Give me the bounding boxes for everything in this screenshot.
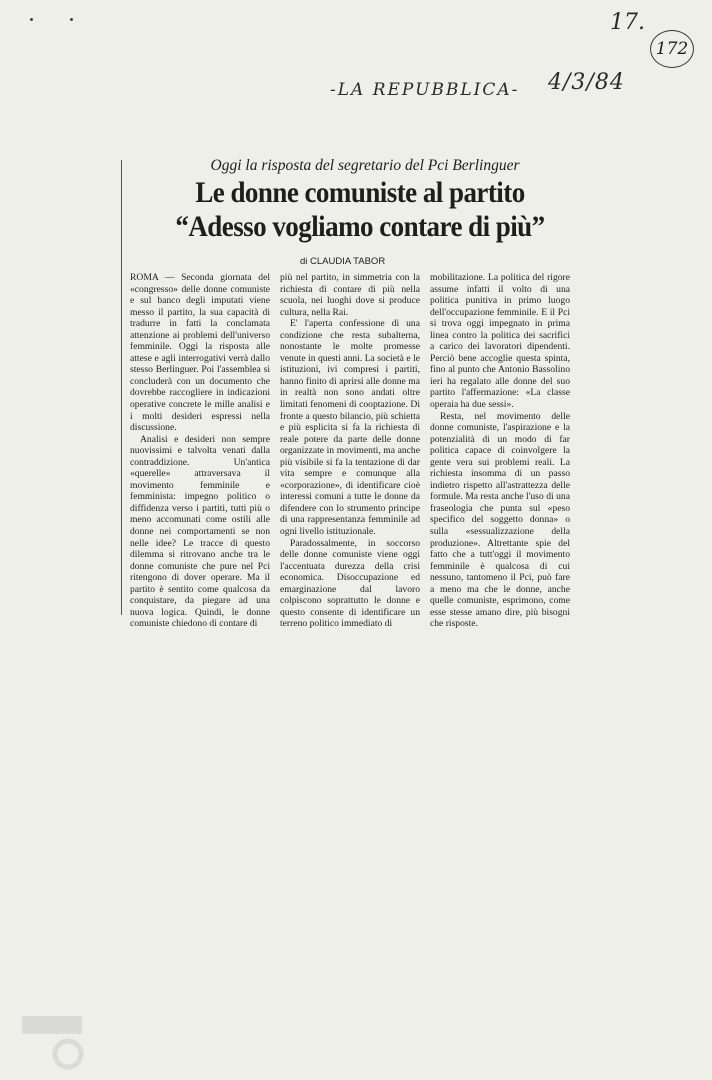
paragraph: Analisi e desideri non sempre nuovissimi e talvolta venati dalla contraddizione. Un'antica «querelle» attraversava il movimento femminile e femminista: impegno politico o diffidenza verso i partiti, tutti più o meno accomunati come ostili alle donne nei comportamenti se non nelle idee? Le tracce di questo dilemma si ritrovano anche tra le donne comuniste che pure nel Pci ritengono di dover operare. Ma il partito è sentito come qualcosa da conquistare, da piegare ad una nuova logica. Quindi, le donne comuniste chiedono di contare di xyxy=(130,433,270,630)
handwritten-page-number: 17. xyxy=(610,10,645,35)
article-column-1 xyxy=(130,272,270,630)
margin-rule xyxy=(121,160,122,615)
article-column-3 xyxy=(430,272,570,630)
article-headline xyxy=(158,176,563,244)
headline-line-2: “Adesso vogliamo contare di più” xyxy=(175,210,545,243)
paragraph: ROMA — Seconda giornata del «congresso» delle donne comuniste e sul banco degli imputati viene messo il partito, la sua capacità di tradurre in fatti la conclamata attenzione ai problemi dell'universo femminile. Oggi la risposta alle attese e agli interrogativi verrà dallo stesso Berlinguer. Poi l'assemblea si concluderà con un documento che dovrebbe raccogliere in indicazioni operative concrete le mille analisi e i molti desideri espressi nella discussione. xyxy=(130,272,270,434)
handwritten-date: 4/3/84 xyxy=(548,70,625,95)
article-kicker: Oggi la risposta del segretario del Pci Berlinguer xyxy=(210,157,520,174)
circled-number-text: 172 xyxy=(655,39,689,59)
paragraph: più nel partito, in simmetria con la richiesta di contare di più nella scuola, nei luoghi dove si produce cultura, nella Rai. xyxy=(280,272,420,318)
headline-line-1: Le donne comuniste al partito xyxy=(195,176,525,209)
speck-mark xyxy=(70,18,73,21)
article-byline: di CLAUDIA TABOR xyxy=(300,256,386,267)
circled-number xyxy=(650,30,694,68)
handwritten-source: -LA REPUBBLICA- xyxy=(330,80,520,100)
faded-watermark-logo xyxy=(18,1010,98,1070)
paragraph: E' l'aperta confessione di una condizione che resta subalterna, nonostante le molte promesse venute in questi anni. La società e le istituzioni, ivi compresi i partiti, hanno finito di aprirsi alle donne ma in realtà non sono andati oltre limitati fenomeni di cooptazione. Di fronte a questo bilancio, più schietta e più esplicita si fa la richiesta di reale potere da parte delle donne organizzate in movimenti, ma anche più visibile si fa la tentazione di dar vita sempre e comunque alla «corporazione», di identificare cioè interessi comuni a tutte le donne da difendere con lo strumento principe di una rappresentanza femminile ad ogni livello istituzionale. xyxy=(280,318,420,538)
paragraph: Resta, nel movimento delle donne comuniste, l'aspirazione e la potenzialità di un modo di far politica capace di coinvolgere la gente vera sui problemi reali. La richiesta insomma di un passo indietro rispetto all'astrattezza delle formule. Ma resta anche l'uso di una fraseologia che punta sul «peso specifico del soggetto donna» o sulla «sessualizzazione della produzione». Altrettante spie del fatto che a tutt'oggi il movimento femminile è qualcosa di cui nessuno, tantomeno il Pci, può fare a meno ma che le donne, anche quelle comuniste, esprimono, come esse stesse amano dire, più bisogni che risposte. xyxy=(430,410,570,630)
article-column-2 xyxy=(280,272,420,630)
paragraph: mobilitazione. La politica del rigore assume infatti il volto di una politica punitiva in primo luogo dell'occupazione femminile. E il Pci si trova oggi impegnato in prima linea contro la politica dei sacrifici a carico dei lavoratori dipendenti. Perciò bene accoglie questa spinta, fino al punto che Antonio Bassolino ieri ha regalato alle donne del suo partito l'affermazione: «La classe operaia ha due sessi». xyxy=(430,272,570,411)
speck-mark xyxy=(30,18,33,21)
paragraph: Paradossalmente, in soccorso delle donne comuniste viene oggi l'accentuata durezza della crisi economica. Disoccupazione ed emarginazione dal lavoro colpiscono soprattutto le donne e questo consente di identificare un terreno politico immediato di xyxy=(280,537,420,630)
